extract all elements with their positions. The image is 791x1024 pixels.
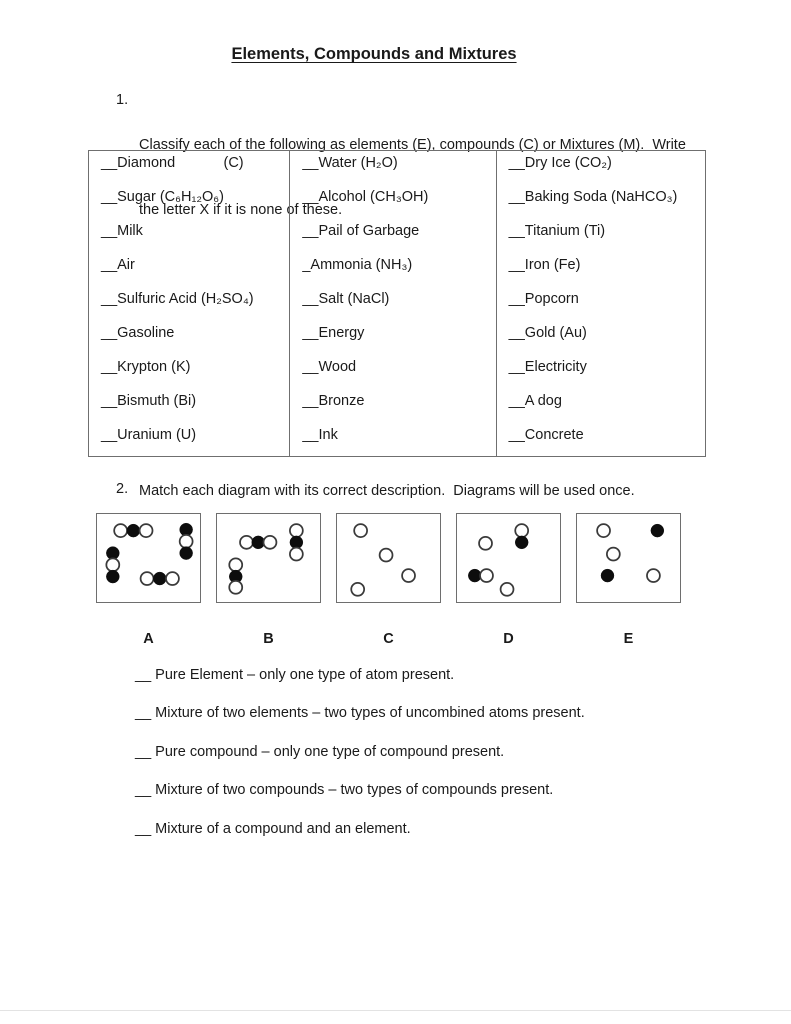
classify-item-gold: __Gold (Au) bbox=[508, 325, 587, 341]
open-atom-circle bbox=[114, 524, 127, 537]
filled-atom-circle bbox=[106, 570, 119, 583]
diagram-box-a bbox=[96, 513, 201, 603]
diagram-label-c: C bbox=[383, 631, 394, 647]
description-list bbox=[135, 667, 695, 859]
diagram-label-d: D bbox=[503, 631, 514, 647]
q1-prompt-line1: Classify each of the following as elements (E), compounds (C) or Mixtures (M). Write bbox=[139, 137, 686, 153]
open-atom-circle bbox=[351, 583, 364, 596]
classify-item-uranium: __Uranium (U) bbox=[101, 427, 197, 443]
filled-atom-circle bbox=[180, 547, 193, 560]
filled-atom-circle bbox=[153, 572, 166, 585]
description-pure-compound: __ Pure compound – only one type of compound present. bbox=[135, 743, 505, 760]
filled-atom-circle bbox=[127, 524, 140, 537]
classify-item-wood: __Wood bbox=[302, 359, 357, 375]
q1-prompt-line2: the letter X if it is none of these. bbox=[139, 201, 343, 218]
open-atom-circle bbox=[380, 549, 393, 562]
classify-item-ammonia: _Ammonia (NH₃) bbox=[302, 257, 413, 273]
diagram-label-e: E bbox=[623, 631, 634, 647]
q1-number: 1. bbox=[116, 92, 129, 108]
page-bottom-edge bbox=[0, 1010, 791, 1011]
open-atom-circle bbox=[290, 524, 303, 537]
description-mixture-two-elements: __ Mixture of two elements – two types of uncombined atoms present. bbox=[135, 705, 585, 722]
classify-item-bismuth: __Bismuth (Bi) bbox=[101, 393, 197, 409]
table-column-1 bbox=[89, 151, 289, 456]
classify-item-sulfuric-acid: __Sulfuric Acid (H₂SO₄) bbox=[101, 291, 254, 307]
classify-item-krypton: __Krypton (K) bbox=[101, 359, 191, 375]
open-atom-circle bbox=[264, 536, 277, 549]
open-atom-circle bbox=[647, 569, 660, 582]
q2-number: 2. bbox=[116, 481, 129, 497]
diagram-box-e bbox=[576, 513, 681, 603]
classify-item-dry-ice: __Dry Ice (CO₂) bbox=[508, 155, 612, 171]
classify-item-gasoline: __Gasoline bbox=[101, 325, 175, 341]
classify-item-alcohol: __Alcohol (CH₃OH) bbox=[302, 189, 429, 205]
classify-item-electricity: __Electricity bbox=[508, 359, 587, 375]
classify-item-titanium: __Titanium (Ti) bbox=[508, 223, 606, 239]
open-atom-circle bbox=[480, 569, 493, 582]
open-atom-circle bbox=[141, 572, 154, 585]
classify-item-concrete: __Concrete bbox=[508, 427, 584, 443]
open-atom-circle bbox=[515, 524, 528, 537]
open-atom-circle bbox=[290, 548, 303, 561]
classify-item-iron: __Iron (Fe) bbox=[508, 257, 581, 273]
open-atom-circle bbox=[180, 535, 193, 548]
classify-item-baking-soda: __Baking Soda (NaHCO₃) bbox=[508, 189, 678, 205]
open-atom-circle bbox=[402, 569, 415, 582]
description-pure-element: __ Pure Element – only one type of atom present. bbox=[135, 667, 455, 683]
page-title: Elements, Compounds and Mixtures bbox=[231, 45, 517, 63]
classify-item-salt: __Salt (NaCl) bbox=[302, 291, 390, 307]
open-atom-circle bbox=[140, 524, 153, 537]
table-column-3 bbox=[496, 151, 705, 456]
table-column-2 bbox=[289, 151, 495, 456]
diagram-box-c bbox=[336, 513, 441, 603]
q2-prompt: Match each diagram with its correct description. Diagrams will be used once. bbox=[139, 483, 635, 499]
open-atom-circle bbox=[479, 537, 492, 550]
classify-item-sugar: __Sugar (C₆H₁₂O₆) bbox=[101, 189, 224, 205]
classify-item-popcorn: __Popcorn bbox=[508, 291, 579, 307]
classify-item-water: __Water (H₂O) bbox=[302, 155, 398, 171]
diagram-label-a: A bbox=[143, 631, 154, 647]
classification-table bbox=[88, 150, 706, 457]
classify-item-a-dog: __A dog bbox=[508, 393, 562, 409]
classify-item-energy: __Energy bbox=[302, 325, 365, 341]
open-atom-circle bbox=[607, 548, 620, 561]
open-atom-circle bbox=[106, 558, 119, 571]
description-mixture-compound-element: __ Mixture of a compound and an element. bbox=[135, 820, 411, 837]
open-atom-circle bbox=[229, 581, 242, 594]
filled-atom-circle bbox=[651, 524, 664, 537]
filled-atom-circle bbox=[515, 536, 528, 549]
description-mixture-two-compounds: __ Mixture of two compounds – two types of compounds present. bbox=[135, 782, 554, 799]
filled-atom-circle bbox=[601, 569, 614, 582]
open-atom-circle bbox=[354, 524, 367, 537]
open-atom-circle bbox=[229, 558, 242, 571]
diagram-box-d bbox=[456, 513, 561, 603]
classify-item-milk: __Milk bbox=[101, 223, 143, 239]
classify-item-diamond: __Diamond (C) bbox=[101, 155, 244, 171]
diagram-label-b: B bbox=[263, 631, 274, 647]
open-atom-circle bbox=[240, 536, 253, 549]
classify-item-pail-of-garbage: __Pail of Garbage bbox=[302, 223, 420, 239]
open-atom-circle bbox=[166, 572, 179, 585]
open-atom-circle bbox=[501, 583, 514, 596]
classify-item-air: __Air bbox=[101, 257, 135, 273]
open-atom-circle bbox=[597, 524, 610, 537]
classify-item-bronze: __Bronze bbox=[302, 393, 365, 409]
diagram-box-b bbox=[216, 513, 321, 603]
classify-item-ink: __Ink bbox=[302, 427, 338, 443]
